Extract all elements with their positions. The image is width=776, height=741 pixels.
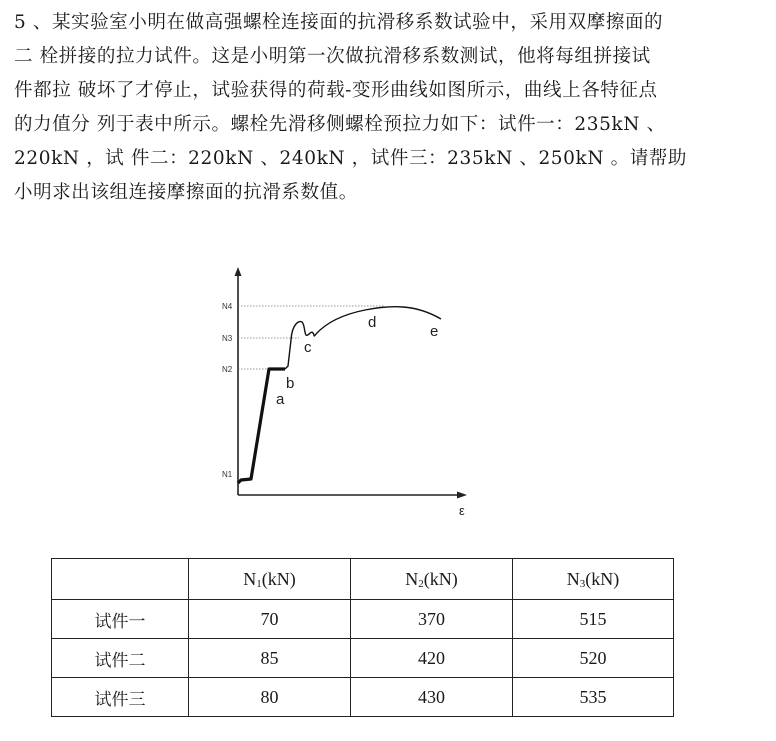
header-n1: $N_1(kN)$ (189, 559, 351, 600)
cell-n2: 370 (351, 600, 513, 639)
table-row (52, 678, 674, 717)
n3-label: N3 (222, 334, 233, 343)
table-row (52, 639, 674, 678)
point-d-label: d (368, 314, 377, 331)
cell-n1: 80 (189, 678, 351, 717)
problem-line-4: 的力值分 列于表中所示。螺栓先滑移侧螺栓预拉力如下：试件一：235kN 、 (14, 114, 666, 135)
load-values-table (51, 558, 674, 717)
point-e-label: e (430, 323, 439, 340)
cell-n3: 515 (513, 600, 674, 639)
point-b-label: b (286, 375, 295, 392)
x-axis-arrow (457, 492, 467, 499)
x-axis-label: ε (459, 503, 465, 518)
row-label: 试件三 (52, 678, 189, 717)
problem-line-5: 220kN ，试 件二：220kN 、240kN ，试件三：235kN 、250kN 。请帮助 (14, 148, 688, 169)
n1-label: N1 (222, 470, 233, 479)
cell-n1: 85 (189, 639, 351, 678)
cell-n2: 430 (351, 678, 513, 717)
point-a-label: a (276, 391, 285, 408)
cell-n1: 70 (189, 600, 351, 639)
table-row (52, 600, 674, 639)
curve-elastic-segment (238, 369, 285, 483)
table-header-row (52, 559, 674, 600)
problem-line-1: 5 、某实验室小明在做高强螺栓连接面的抗滑移系数试验中，采用双摩擦面的 (14, 12, 664, 33)
problem-line-3: 件都拉 破坏了才停止，试验获得的荷载-变形曲线如图所示，曲线上各特征点 (14, 80, 658, 101)
header-n3: $N_3(kN)$ (513, 559, 674, 600)
cell-n2: 420 (351, 639, 513, 678)
load-deformation-curve (195, 262, 485, 520)
n2-label: N2 (222, 365, 233, 374)
point-c-label: c (304, 339, 312, 356)
problem-text (14, 6, 764, 210)
problem-line-2: 二 栓拼接的拉力试件。这是小明第一次做抗滑移系数测试，他将每组拼接试 (14, 46, 651, 67)
curve-hardening-segment (316, 307, 441, 334)
cell-n3: 535 (513, 678, 674, 717)
n4-label: N4 (222, 302, 233, 311)
load-deformation-figure (195, 262, 485, 520)
row-label: 试件二 (52, 639, 189, 678)
row-label: 试件一 (52, 600, 189, 639)
cell-n3: 520 (513, 639, 674, 678)
header-n2: $N_2(kN)$ (351, 559, 513, 600)
y-axis-arrow (235, 267, 242, 276)
problem-line-6: 小明求出该组连接摩擦面的抗滑系数值。 (14, 182, 358, 203)
header-empty-cell (52, 559, 189, 600)
